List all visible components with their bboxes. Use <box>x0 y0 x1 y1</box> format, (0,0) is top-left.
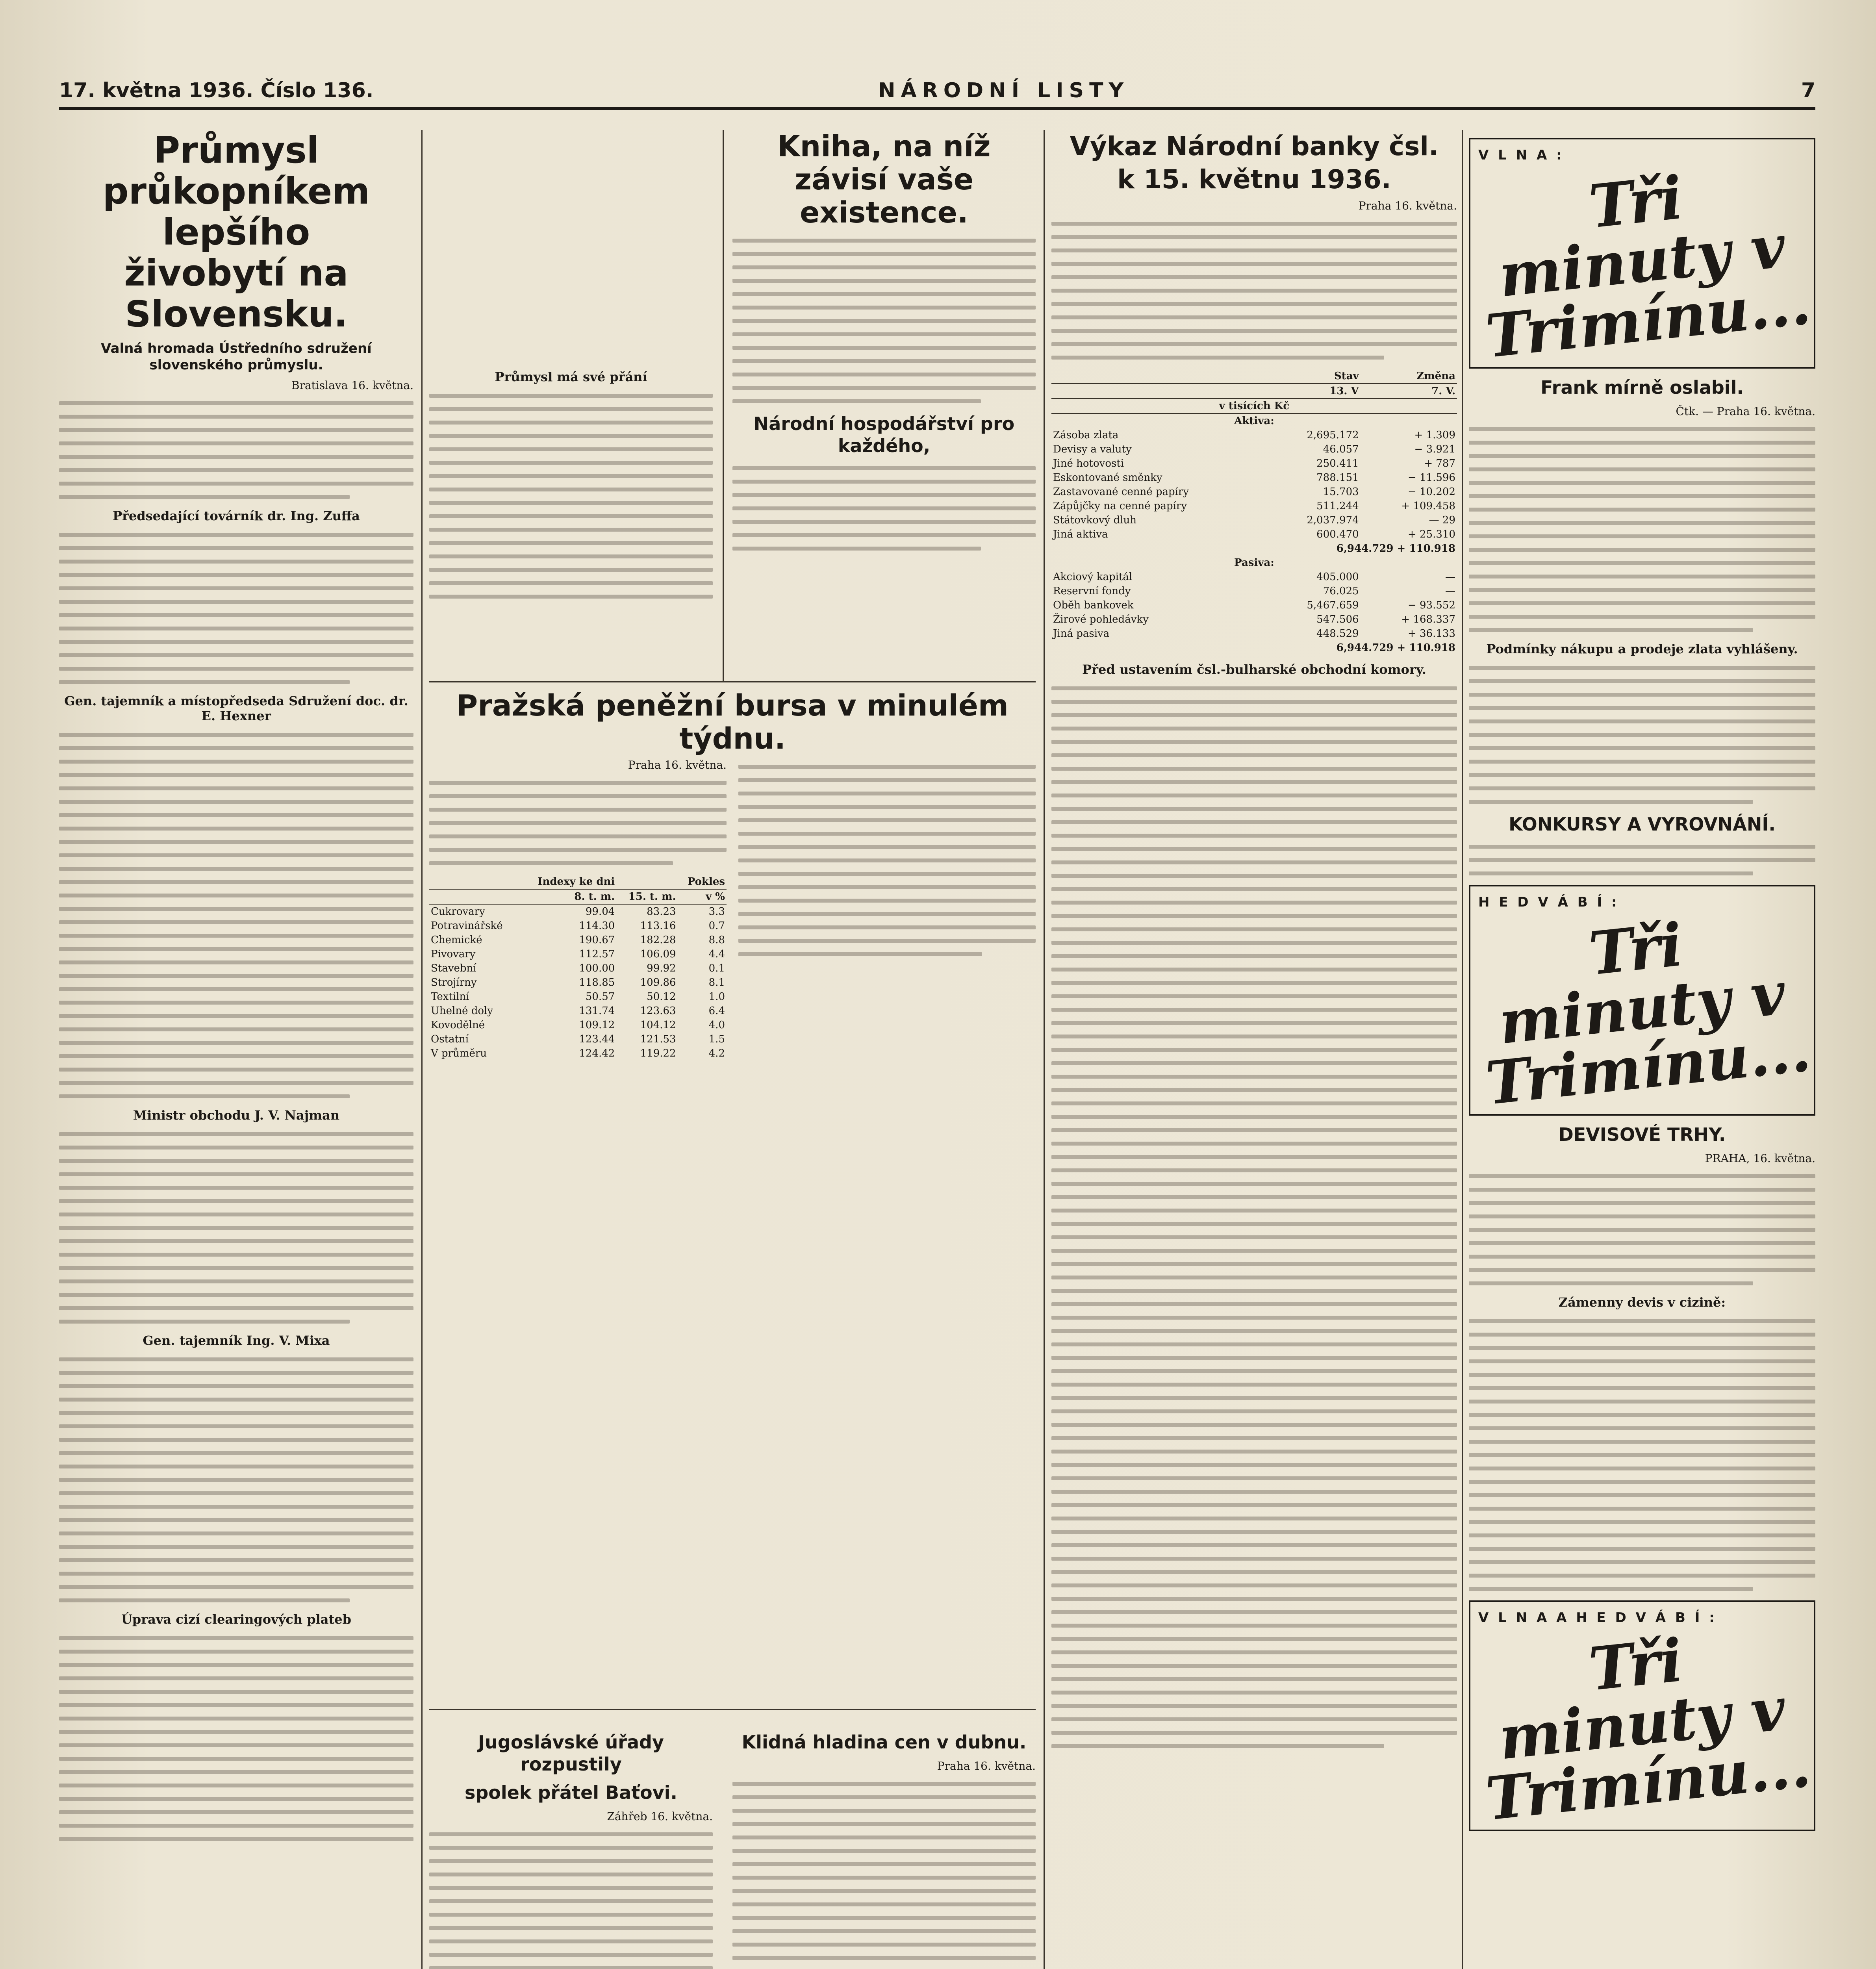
body-text <box>732 466 1036 551</box>
headline: Průmysl průkopníkem lepšího <box>102 129 370 253</box>
dateline: PRAHA, 16. května. <box>1705 1152 1815 1165</box>
bursa-index-row: Potravinářské 114.30 113.16 0.7 <box>431 920 725 932</box>
pasiva-row: Reservní fondy 76.025 — <box>1053 585 1455 597</box>
body-text <box>429 781 727 865</box>
dateline: Záhřeb 16. května. <box>607 1810 713 1823</box>
article-industry <box>59 130 413 1969</box>
bursa-index-row: Pivovary 112.57 106.09 4.4 <box>431 948 725 960</box>
section-heading: Předsedající továrník dr. Ing. Zuffa <box>113 508 360 523</box>
headline: Klidná hladina cen v dubnu. <box>742 1732 1027 1753</box>
body-text <box>1469 666 1815 804</box>
headline: Jugoslávské úřady rozpustily <box>478 1732 664 1775</box>
section-heading: Před ustavením čsl.-bulharské obchodní komory. <box>1082 662 1426 677</box>
body-text <box>59 401 413 499</box>
bursa-index-row: Cukrovary 99.04 83.23 3.3 <box>431 906 725 918</box>
body-text <box>732 1782 1036 1969</box>
section-rule <box>429 1709 1036 1710</box>
section-heading: Národní hospodářství pro každého, <box>753 413 1015 456</box>
aktiva-row: Jiná aktiva 600.470 + 25.310 <box>1053 528 1455 540</box>
body-text <box>1469 845 1815 875</box>
pasiva-row: Oběh bankovek 5,467.659 − 93.552 <box>1053 599 1455 611</box>
advert-vlna <box>1469 138 1815 369</box>
bursa-index-row: Stavební 100.00 99.92 0.1 <box>431 962 725 974</box>
headline: KONKURSY A VYROVNÁNÍ. <box>1509 814 1776 835</box>
aktiva-row: Zásoba zlata 2,695.172 + 1.309 <box>1053 429 1455 441</box>
aktiva-row: Eskontované směnky 788.151 − 11.596 <box>1053 472 1455 484</box>
ad-slogan: Tři minuty v Trimínu... <box>1483 1625 1814 1834</box>
body-text <box>1051 686 1457 1748</box>
aktiva-row: Státovkový dluh 2,037.974 — 29 <box>1053 514 1455 526</box>
article-industry-cont <box>429 362 713 681</box>
ad-slogan: Tři minuty v Trimínu... <box>1483 163 1814 371</box>
body-text <box>1469 427 1815 632</box>
body-text <box>59 533 413 684</box>
body-text <box>732 239 1036 403</box>
article-klidna <box>732 1725 1036 1969</box>
article-bursa <box>429 689 1036 1059</box>
bursa-index-row: V průměru 124.42 119.22 4.2 <box>431 1048 725 1059</box>
bursa-index-row: Kovodělné 109.12 104.12 4.0 <box>431 1019 725 1031</box>
headline-2: živobytí na Slovensku. <box>124 252 349 335</box>
headline-2: spolek přátel Baťovi. <box>464 1782 678 1803</box>
ad-label: V L N A A H E D V Á B Í : <box>1478 1610 1717 1626</box>
bank-balance-table: Stav Změna 13. V 7. V. v tisících Kč Aktiva: Zásoba zlata 2,695.172 + 1.309 Devisy a valuty 46.057 − 3.921 Jiné hotovosti 250.411 + 787 Eskontované směnky 788.151 − 11.596 Zastavované cenné papíry 15.703 − 10.202 Zápůjčky na cenné papíry 511.244 + 109.458 Státovkový dluh 2,037.974 — 29 Jiná aktiva 600.470 + 25.310 6,944.729 + 110.918 Pasiva: Akciový kapitál 405.000 — Reservní fondy 76.025 — Oběh bankovek 5,467.659 − 93.552 Žirové pohledávky 547.506 + 168.337 Jiná pasiva 448.529 + 36.133 6,944.729 + 110.918 <box>1051 369 1457 655</box>
body-text <box>1469 1174 1815 1285</box>
headline: Výkaz Národní banky čsl. <box>1070 131 1439 161</box>
aktiva-row: Zastavované cenné papíry 15.703 − 10.202 <box>1053 486 1455 498</box>
bursa-index-row: Ostatní 123.44 121.53 1.5 <box>431 1033 725 1045</box>
ad-slogan: Tři minuty v Trimínu... <box>1483 910 1814 1118</box>
column-rule <box>723 130 724 681</box>
headline: Frank mírně oslabil. <box>1540 377 1744 398</box>
dateline: Praha 16. května. <box>628 758 727 771</box>
pasiva-row: Akciový kapitál 405.000 — <box>1053 571 1455 583</box>
bursa-index-row: Chemické 190.67 182.28 8.8 <box>431 934 725 946</box>
pasiva-row: Žirové pohledávky 547.506 + 168.337 <box>1053 614 1455 625</box>
pasiva-row: Jiná pasiva 448.529 + 36.133 <box>1053 628 1455 640</box>
ad-label: H E D V Á B Í : <box>1478 894 1619 910</box>
section-rule <box>429 681 1036 682</box>
section-heading: Ministr obchodu J. V. Najman <box>133 1108 340 1123</box>
bursa-index-table: Indexy ke dni Pokles 8. t. m. 15. t. m. v % Cukrovary 99.04 83.23 3.3 Potravinářské 114.30 113.16 0.7 Chemické 190.67 182.28 8.8 Pivovary 112.57 106.09 4.4 Stavební 100.00 99.92 0.1 Strojírny 118.85 109.86 8.1 Textilní 50.57 50.12 1.0 Uhelné doly 131.74 123.63 6.4 Kovodělné 109.12 104.12 4.0 Ostatní 123.44 121.53 1.5 V průměru 124.42 119.22 4.2 <box>429 875 727 1061</box>
headline-2: existence. <box>800 196 968 230</box>
column-rule <box>421 130 423 1969</box>
section-heading: Gen. tajemník Ing. V. Mixa <box>143 1333 330 1348</box>
body-text <box>1469 1319 1815 1591</box>
section-heading: Úprava cizí clearingových plateb <box>121 1612 352 1627</box>
body-text <box>59 1132 413 1324</box>
page-number: 7 <box>1801 79 1815 102</box>
body-text <box>1051 222 1457 360</box>
bursa-index-row: Textilní 50.57 50.12 1.0 <box>431 991 725 1003</box>
section-heading: Zámenny devis v cizině: <box>1558 1295 1726 1310</box>
aktiva-row: Zápůjčky na cenné papíry 511.244 + 109.458 <box>1053 500 1455 512</box>
column-rule <box>1462 130 1463 1969</box>
newspaper-title: NÁRODNÍ LISTY <box>878 79 1129 102</box>
issue-date: 17. května 1936. Číslo 136. <box>59 79 374 102</box>
right-column <box>1469 130 1815 1969</box>
article-kniha <box>732 130 1036 681</box>
subtitle: Valná hromada Ústředního sdružení slovenského průmyslu. <box>101 341 372 373</box>
body-text <box>59 1357 413 1602</box>
body-text <box>429 394 713 599</box>
section-heading: Gen. tajemník a místopředseda Sdružení doc. dr. E. Hexner <box>64 693 408 723</box>
aktiva-row: Jiné hotovosti 250.411 + 787 <box>1053 458 1455 469</box>
body-text <box>59 1636 413 1841</box>
dateline: Praha 16. května. <box>1358 199 1457 212</box>
headline: Pražská peněžní bursa v minulém týdnu. <box>456 689 1008 756</box>
dateline: Bratislava 16. května. <box>291 379 413 392</box>
body-text <box>738 765 1036 956</box>
body-text <box>59 733 413 1098</box>
aktiva-row: Devisy a valuty 46.057 − 3.921 <box>1053 443 1455 455</box>
bursa-index-row: Uhelné doly 131.74 123.63 6.4 <box>431 1005 725 1017</box>
bursa-index-row: Strojírny 118.85 109.86 8.1 <box>431 977 725 988</box>
masthead <box>59 75 1815 110</box>
ad-label: V L N A : <box>1478 147 1564 163</box>
article-bank <box>1051 130 1457 1969</box>
headline: Kniha, na níž závisí vaše <box>777 130 991 197</box>
body-text <box>429 1832 713 1969</box>
advert-hedvabi <box>1469 885 1815 1116</box>
column-rule <box>1044 130 1045 1969</box>
article-jugo <box>429 1725 713 1969</box>
headline: DEVISOVÉ TRHY. <box>1558 1124 1726 1145</box>
section-heading: Průmysl má své přání <box>495 369 647 384</box>
dateline: Praha 16. května. <box>937 1759 1036 1772</box>
section-heading: Podmínky nákupu a prodeje zlata vyhlášeny. <box>1486 642 1798 656</box>
advert-vlna-hedvabi <box>1469 1600 1815 1834</box>
headline-2: k 15. květnu 1936. <box>1117 164 1391 195</box>
dateline: Čtk. — Praha 16. května. <box>1676 405 1815 418</box>
